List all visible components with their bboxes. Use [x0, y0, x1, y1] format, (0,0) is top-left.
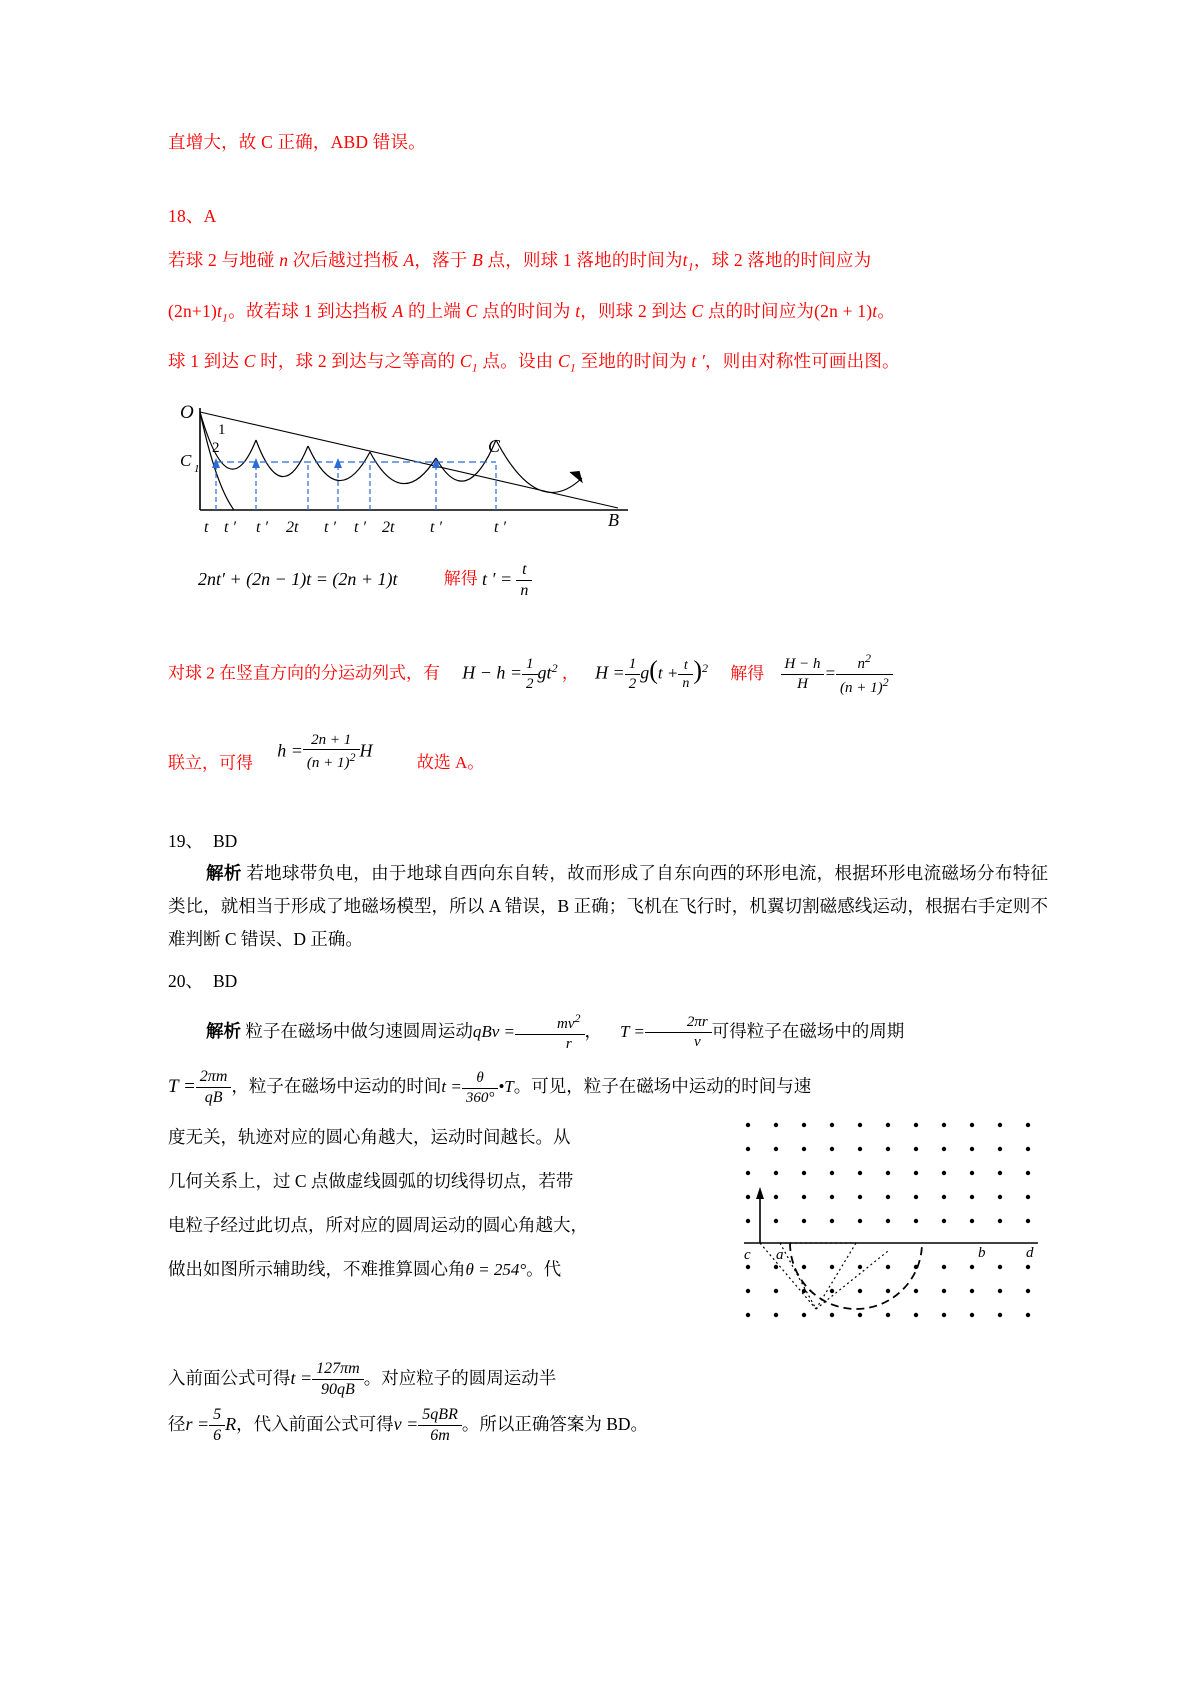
- eq2b-inner: t +: [657, 663, 679, 683]
- sub-1: 1: [687, 259, 694, 274]
- eq2b-lhs: H =: [595, 662, 625, 683]
- svg-text:t ′: t ′: [224, 518, 236, 536]
- var-C1: C: [557, 351, 570, 371]
- svg-text:B: B: [608, 509, 619, 530]
- q20-l6vden: 6m: [430, 1427, 450, 1445]
- q20-line-2: [168, 1064, 1048, 1109]
- q19-answer: BD: [213, 830, 238, 851]
- var-B: B: [472, 250, 483, 270]
- q20-t: t =: [441, 1077, 462, 1097]
- svg-text:c: c: [744, 1247, 751, 1264]
- figure-magnetic-field: [738, 1115, 1048, 1325]
- q20-l2b: 。可见，粒子在磁场中运动的时间与速: [513, 1076, 812, 1097]
- q20-theta: θ: [462, 1069, 499, 1089]
- q20-line-1: [168, 1011, 1048, 1055]
- q20-l5t: t =: [290, 1368, 313, 1389]
- q18-answer: A: [203, 206, 217, 226]
- svg-text:t ′: t ′: [430, 518, 442, 536]
- var-t1: t: [682, 250, 688, 270]
- eq2-note: 解得: [730, 663, 765, 683]
- q18-equation-3: [168, 731, 1048, 786]
- eq1-note: 解得: [443, 569, 478, 589]
- question-20-heading: [168, 966, 1048, 997]
- svg-text:t: t: [204, 518, 209, 536]
- sub-1: 1: [222, 310, 229, 324]
- eq4-den-wrap: [303, 750, 360, 774]
- q20-T2: T =: [168, 1076, 196, 1098]
- eq2b-inner-den: n: [682, 676, 690, 692]
- q20-answer: BD: [213, 970, 238, 991]
- svg-text:t ′: t ′: [324, 518, 336, 536]
- eq3-den: H: [797, 676, 808, 693]
- t: ，则由对称性可画出图。: [705, 351, 900, 371]
- t: 点的时间为: [477, 300, 576, 321]
- q20-l6c: 。所以正确答案为 BD。: [461, 1414, 649, 1435]
- q20-qB: qB: [204, 1089, 223, 1107]
- svg-text:a: a: [776, 1247, 784, 1264]
- svg-text:C: C: [180, 450, 192, 470]
- vertical-motion-label: 对球 2 在竖直方向的分运动列式，有: [168, 663, 440, 683]
- q20-l5a: 入前面公式可得: [168, 1368, 291, 1389]
- q20-col-line-4-text: 做出如图所示辅助线，不难推算圆心角: [168, 1259, 466, 1280]
- eq3-rnum: n: [857, 656, 866, 673]
- eq2b-num: 1: [625, 655, 641, 675]
- t: 。故若球 1 到达挡板: [228, 300, 393, 321]
- q18-equation-2: [168, 651, 1048, 698]
- eq4-H: H: [359, 740, 373, 761]
- eq1-frac-den: n: [520, 581, 529, 599]
- q20-body-with-figure: [168, 1115, 1048, 1355]
- eq4-den: (n + 1): [306, 755, 350, 772]
- eq2b-inner-num: t: [678, 657, 693, 676]
- eq3-equals: =: [824, 663, 836, 683]
- eq2a-rhs: gt: [537, 662, 552, 683]
- eq2b: H = $\frac{1}{2}$ g(t + $\frac{t}{n}$ )$^2$: [595, 655, 708, 694]
- eq4: [277, 731, 372, 774]
- q20-left-text: [168, 1115, 638, 1292]
- q19-analysis-label: 解析: [206, 862, 242, 883]
- q20-l6vnum: 5qBR: [418, 1405, 462, 1426]
- t: (2n + 1): [814, 300, 873, 321]
- q20-theta-eq: θ = 254°: [465, 1260, 527, 1280]
- eq2b-g: g: [640, 662, 650, 683]
- svg-text:b: b: [978, 1245, 986, 1262]
- q18-para-2: [168, 289, 1048, 340]
- eq-comma: ，: [561, 663, 579, 683]
- q19-analysis-body: 若地球带负电，由于地球自西向东自转，故而形成了自东向西的环形电流，根据环形电流磁场分布特征类比，就相当于形成了地磁场模型，所以 A 错误，B 正确；飞机在飞行时，机翼切割磁感线运动，根据右手定则不难判断 C 错误、D 正确。: [168, 862, 1049, 949]
- figure-bouncing-ball: [178, 400, 648, 550]
- q20-360: 360°: [465, 1089, 495, 1106]
- t: 若球 2 与地碰: [168, 250, 280, 270]
- t: ，则球 2 到达: [580, 300, 692, 321]
- eq3: [781, 651, 893, 698]
- question-18-heading: [168, 194, 1048, 238]
- svg-text:O: O: [180, 401, 194, 423]
- var-C: C: [243, 351, 256, 371]
- t: (2n+1): [168, 300, 217, 321]
- eq3-rden-sup: 2: [882, 675, 889, 690]
- svg-text:t ′: t ′: [354, 518, 366, 536]
- q18-equation-1: [198, 560, 1048, 602]
- q20-l6b: ，代入前面公式可得: [236, 1414, 394, 1435]
- eq1-frac-num: t: [516, 560, 532, 581]
- joint-label: 联立，可得: [168, 753, 253, 773]
- svg-text:t ′: t ′: [494, 518, 506, 536]
- eq2b-sup: 2: [702, 661, 709, 676]
- top-fragment: 直增大，故 C 正确，ABD 错误。: [168, 132, 426, 152]
- var-n: n: [279, 250, 289, 270]
- q20-l5den: 90qB: [321, 1381, 355, 1399]
- var-t: t: [216, 300, 223, 321]
- eq3-rden-wrap: [836, 675, 893, 699]
- svg-text:t ′: t ′: [256, 518, 268, 536]
- q20-dotT: •T: [498, 1077, 514, 1097]
- t: 球 1 到达: [168, 351, 244, 371]
- q19-number: 19、: [168, 830, 203, 851]
- q20-l5num: 127πm: [312, 1359, 364, 1380]
- eq2b-den: 2: [628, 676, 637, 693]
- var-t: t: [872, 300, 878, 321]
- q20-analysis-label: 解析: [206, 1020, 241, 1041]
- t: ，落于: [414, 250, 473, 270]
- question-19-heading: [168, 826, 1048, 857]
- svg-text:1: 1: [218, 421, 226, 438]
- q20-col-line-4: [168, 1247, 638, 1292]
- t: 点，则球 1 落地的时间为: [482, 250, 683, 270]
- eq2a-lhs: H − h =: [462, 662, 523, 683]
- q20-l1a: 粒子在磁场中做匀速圆周运动: [245, 1020, 473, 1041]
- q20-r: r: [565, 1035, 572, 1052]
- q20-qbv: qBv =: [472, 1021, 516, 1041]
- eq1-left: 2nt′ + (2n − 1)t = (2n + 1)t: [198, 568, 398, 589]
- q20-comma: ，: [584, 1020, 603, 1041]
- q20-l6a: 径: [168, 1414, 186, 1435]
- eq2a: [462, 655, 557, 694]
- eq3-rnum-sup: 2: [865, 651, 872, 666]
- q20-l2a: ，粒子在磁场中运动的时间: [231, 1076, 442, 1097]
- q20-mv-sup: 2: [574, 1011, 581, 1026]
- q20-l6v: v =: [393, 1414, 419, 1435]
- var-A: A: [403, 250, 415, 270]
- eq2a-num: 1: [522, 655, 538, 675]
- sub-1: 1: [569, 360, 577, 375]
- t: ，球 2 落地的时间应为: [693, 250, 872, 270]
- svg-text:C: C: [488, 435, 501, 456]
- var-C: C: [691, 300, 704, 321]
- svg-text:d: d: [1026, 1245, 1034, 1262]
- svg-text:1: 1: [194, 462, 200, 475]
- eq4-num: 2n + 1: [303, 731, 360, 751]
- q20-2pim: 2πm: [196, 1067, 232, 1088]
- svg-text:2t: 2t: [286, 518, 299, 536]
- eq1-tprime: t ′ =: [482, 568, 513, 589]
- document-content: [168, 120, 1048, 1447]
- t: 的上端: [403, 300, 466, 321]
- q20-number: 20、: [168, 970, 203, 991]
- q20-l1b: 可得粒子在磁场中的周期: [711, 1020, 905, 1041]
- q20-T: T =: [620, 1021, 645, 1041]
- q20-l6R: R: [225, 1414, 237, 1435]
- t: 次后越过挡板: [288, 250, 404, 270]
- t: 点。设由: [477, 351, 558, 371]
- t: 至地的时间为: [576, 351, 692, 371]
- q20-Tden: v: [694, 1033, 701, 1050]
- var-t: t: [575, 300, 581, 321]
- q20-l5b: 。对应粒子的圆周运动半: [363, 1368, 557, 1389]
- eq4-den-sup: 2: [349, 750, 356, 765]
- q18-para-3: [168, 339, 1048, 390]
- var-C1: C: [459, 351, 472, 371]
- eq4-h: h =: [277, 740, 303, 761]
- q20-mv2: [515, 1011, 585, 1035]
- var-C: C: [465, 300, 478, 321]
- q20-col-line-2: 几何关系上，过 C 点做虚线圆弧的切线得切点，若带: [168, 1171, 574, 1192]
- q20-col-tail: 。代: [526, 1259, 562, 1280]
- t: 。: [877, 300, 895, 321]
- q19-analysis: [168, 857, 1048, 956]
- q20-line-5: [168, 1355, 1048, 1401]
- q18-number: 18、: [168, 206, 204, 226]
- eq2a-sup: 2: [551, 661, 558, 676]
- var-A: A: [392, 300, 404, 321]
- q18-conclusion: 故选 A。: [416, 753, 485, 773]
- q20-mv: mv: [557, 1016, 575, 1033]
- q20-col-line-3: 电粒子经过此切点，所对应的圆周运动的圆心角越大，: [168, 1215, 588, 1236]
- q20-col-line-1: 度无关，轨迹对应的圆心角越大，运动时间越长。从: [168, 1127, 571, 1148]
- q20-l6r: r =: [185, 1414, 210, 1435]
- q20-line-6: [168, 1401, 1048, 1447]
- svg-text:2: 2: [212, 439, 220, 456]
- eq3-rden: (n + 1): [839, 680, 883, 697]
- q20-Tnum: 2πr: [645, 1013, 712, 1033]
- q20-l6num: 5: [209, 1405, 225, 1426]
- eq2a-den: 2: [526, 676, 534, 693]
- q18-para-1: [168, 238, 1048, 289]
- eq3-num: H − h: [781, 655, 825, 675]
- t: 时，球 2 到达与之等高的: [255, 351, 460, 371]
- t: 点的时间应为: [703, 300, 815, 321]
- var-t-prime: t ′: [691, 351, 706, 371]
- q20-l6den: 6: [213, 1427, 222, 1445]
- svg-text:2t: 2t: [382, 518, 395, 536]
- eq3-rnum-wrap: [836, 651, 893, 675]
- sub-1: 1: [471, 360, 478, 375]
